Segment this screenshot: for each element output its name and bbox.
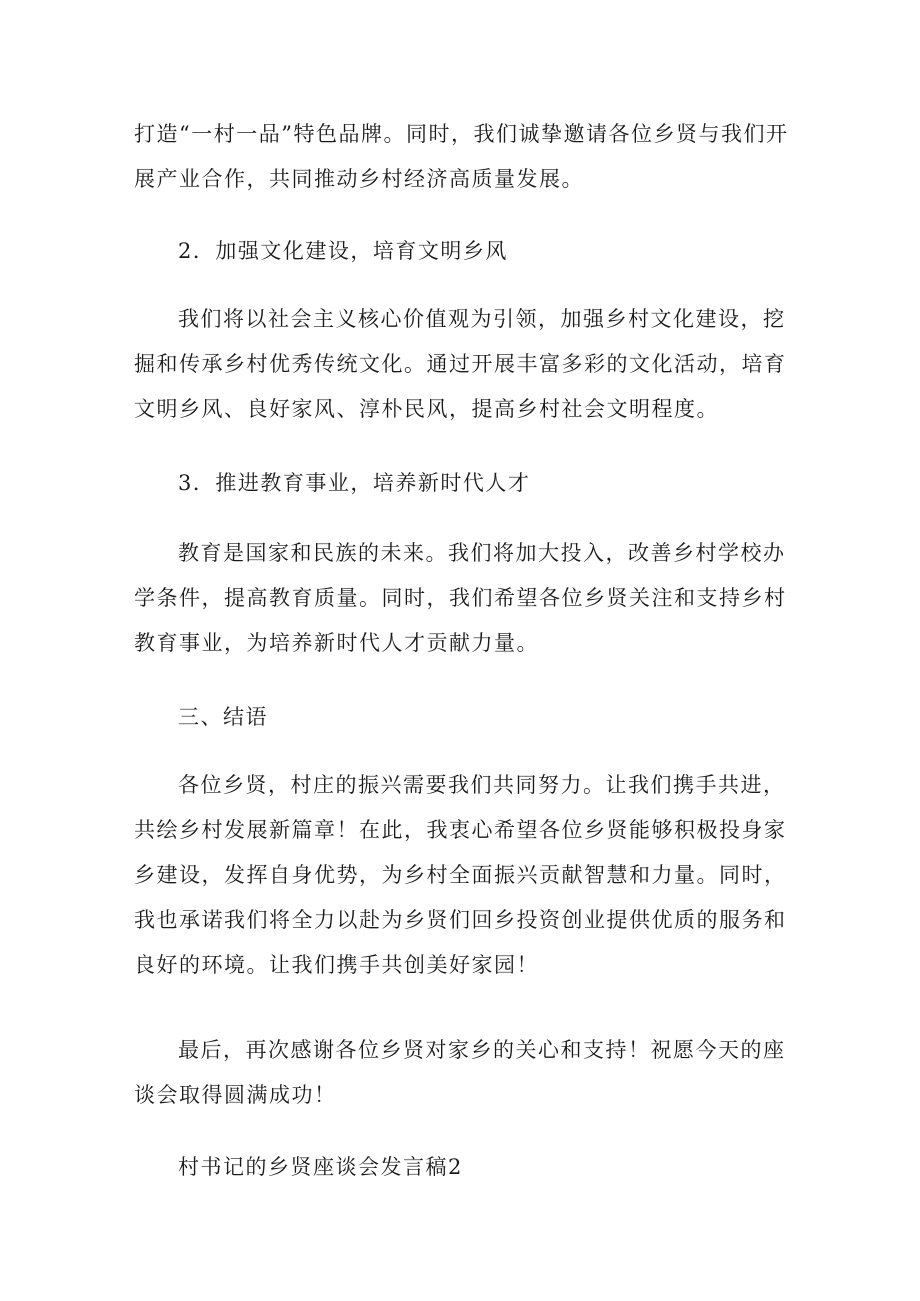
body-paragraph: 教育是国家和民族的未来。我们将加大投入，改善乡村学校办学条件，提高教育质量。同时，我们希望各位乡贤关注和支持乡村教育事业，为培养新时代人才贡献力量。 bbox=[134, 541, 787, 655]
body-paragraph: 我们将以社会主义核心价值观为引领，加强乡村文化建设，挖掘和传承乡村优秀传统文化。通过开展丰富多彩的文化活动，培育文明乡风、良好家风、淳朴民风，提高乡村社会文明程度。 bbox=[134, 307, 787, 421]
body-paragraph: 最后，再次感谢各位乡贤对家乡的关心和支持！祝愿今天的座谈会取得圆满成功！ bbox=[134, 1038, 786, 1107]
section-heading: 3．推进教育事业，培养新时代人才 bbox=[178, 471, 531, 495]
body-paragraph: 打造“一村一品”特色品牌。同时，我们诚挚邀请各位乡贤与我们开展产业合作，共同推动乡村经济高质量发展。 bbox=[134, 122, 789, 191]
document-subtitle: 村书记的乡贤座谈会发言稿2 bbox=[178, 1155, 463, 1179]
body-paragraph: 各位乡贤，村庄的振兴需要我们共同努力。让我们携手共进，共绘乡村发展新篇章！在此，我衷心希望各位乡贤能够积极投身家乡建设，发挥自身优势，为乡村全面振兴贡献智慧和力量。同时，我也承诺我们将全力以赴为乡贤们回乡投资创业提供优质的服务和良好的环境。让我们携手共创美好家园！ bbox=[134, 773, 787, 977]
section-heading: 三、结语 bbox=[178, 705, 268, 729]
section-heading: 2．加强文化建设，培育文明乡风 bbox=[178, 239, 508, 263]
